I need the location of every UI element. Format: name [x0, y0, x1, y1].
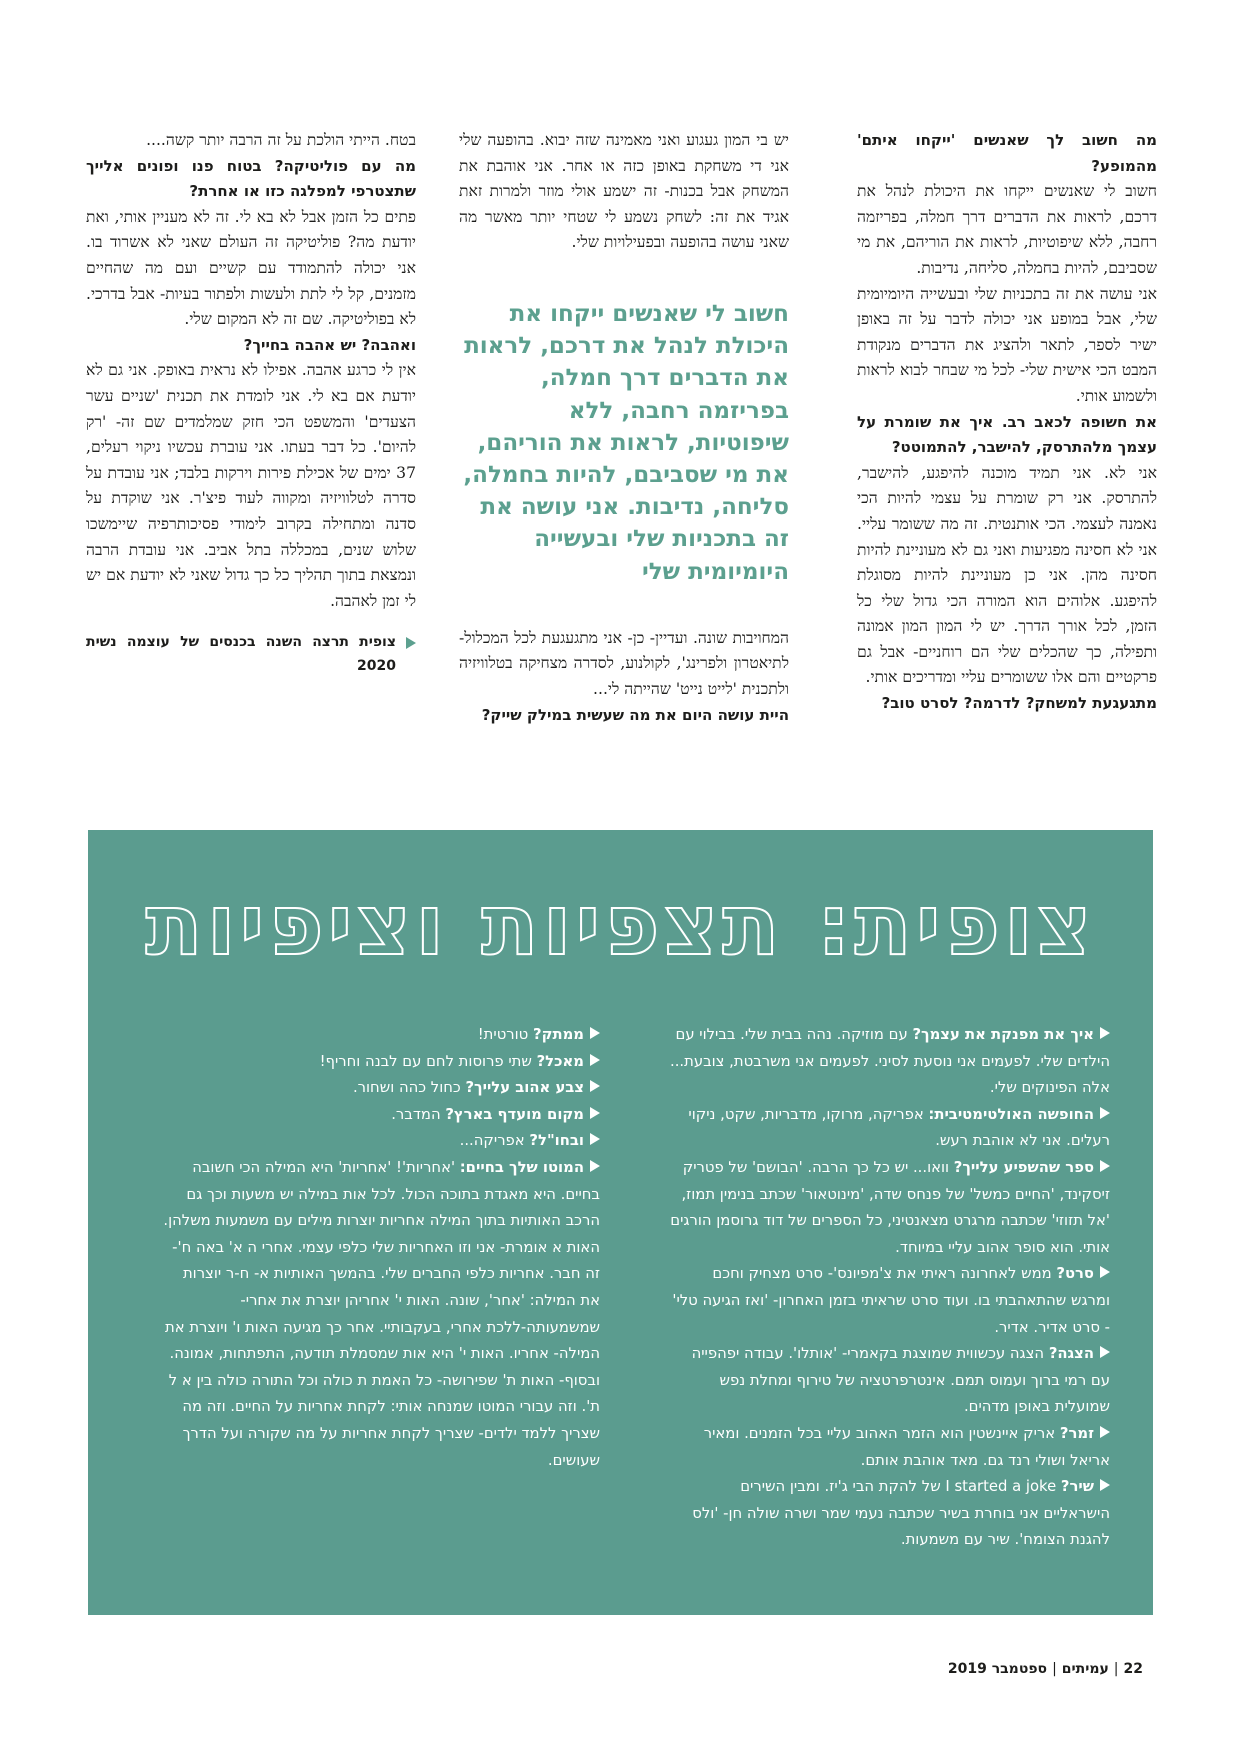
panel-item-question: צבע אהוב עלייך? — [465, 1079, 584, 1097]
triangle-bullet-icon — [1100, 1160, 1110, 1172]
panel-item — [670, 1102, 1110, 1155]
panel-item — [160, 1102, 600, 1129]
triangle-bullet-icon — [590, 1160, 600, 1172]
article-column-middle — [459, 128, 789, 728]
article-column-middle-top — [459, 128, 789, 256]
triangle-bullet-icon — [1100, 1107, 1110, 1119]
interview-question: ואהבה? יש אהבה בחייך? — [243, 335, 416, 354]
panel-item-question: שיר? — [1060, 1478, 1094, 1496]
interview-question: מתגעגעת למשחק? לדרמה? לסרט טוב? — [881, 694, 1157, 713]
panel-item — [670, 1155, 1110, 1261]
issue-date: ספטמבר 2019 — [947, 1661, 1048, 1677]
panel-item-answer: טורטית! — [477, 1026, 533, 1043]
panel-item — [160, 1128, 600, 1155]
panel-item-question: המוטו שלך בחיים: — [459, 1158, 584, 1176]
panel-item — [160, 1155, 600, 1474]
panel-item-answer: שתי פרוסות לחם עם לבנה וחריף! — [319, 1052, 537, 1070]
panel-item-question: סרט? — [1056, 1265, 1094, 1283]
panel-item-answer: I started a joke של להקת הבי ג'יז. ומבין השירים הישראליים אני בוחרת בשיר שכתבה נעמי שמר ושרה שולה חן- 'ולס להגנת הצומח'. שיר עם משמעות. — [692, 1478, 1110, 1549]
panel-item-answer: וואו... יש כל כך הרבה. 'הבושם' של פטריק זיסקינד, 'החיים כמשל' של פנחס שדה, 'מינוטאור' שכתב בנימין תמוז, 'אל תזוזי' שכתבה מרגרט מצאנטיני, כל הספרים של דוד גרוסמן הורגים אותי. הוא סופר אהוב עליי במיוחד. — [670, 1158, 1110, 1256]
interview-answer: אני לא. אני תמיד מוכנה להיפגע, להישבר, להתרסק. אני רק שומרת על עצמי להיות הכי נאמנה לעצמי. הכי אותנטית. זה מה ששומר עליי. אני לא חסינה מפגיעות ואני גם לא מעוניינת להיות חסינה מהן. אני כן מעוניינת להיות מסוגלת להיפגע. אלוהים הוא המורה הכי גדול שלי כל הזמן, לכל אורך הדרך. יש לי המון המון אמונה ותפילה, כך שהכלים שלי הם רוחניים- אבל גם פרקטיים והם אלו ששומרים עליי ומדריכים אותי. — [857, 463, 1157, 687]
sidebar-panel — [88, 830, 1153, 1615]
pull-quote: חשוב לי שאנשים ייקחו את היכולת לנהל את דרכם, לראות את הדברים דרך חמלה, בפריזמה רחבה, ללא שיפוטיות, לראות את הוריהם, את מי שסביבם, להיות בחמלה, סליחה, נדיבות. אני עושה את זה בתכניות שלי ובעשייה היומיומית שלי — [463, 300, 789, 585]
interview-answer: אני עושה את זה בתכניות שלי ובעשייה היומיומית שלי, אבל במופע אני יכולה לדבר על זה באופן ישיר לספר, לתאר ולהציג את הדברים מנקודת המבט הכי אישית שלי- לכל מי שבחר לבוא לראות ולשמוע אותי. — [857, 284, 1157, 405]
panel-item-question: איך את מפנקת את עצמך? — [912, 1026, 1094, 1043]
interview-answer: המחויבות שונה. ועדיין- כן- אני מתגעגעת לכל המכלול- לתיאטרון ולפרינג', לקולנוע, לסדרה מצחיקה בטלוויזיה ולתכנית 'לייט נייט' שהייתה לי... — [459, 628, 789, 698]
panel-item-question: ובחו"ל? — [529, 1132, 584, 1150]
interview-answer: פתים כל הזמן אבל לא בא לי. זה לא מעניין אותי, ואת יודעת מה? פוליטיקה זה העולם שאני לא אשרוד בו. אני יכולה להתמודד עם קשיים ועם מה שהחיים מזמנים, קל לי לתת ולעשות ולפתור בעיות- אבל בדרכי. לא בפוליטיקה. שם זה לא המקום שלי. — [86, 207, 416, 329]
interview-answer: אין לי כרגע אהבה. אפילו לא נראית באופק. אני גם לא יודעת אם בא לי. אני לומדת את תכנית 'שניים עשר הצעדים' והמשפט הכי חזק שמלמדים שם זה- 'רק להיום'. כל דבר בעתו. אני עוברת עכשיו ניקוי רעלים, 37 ימים של אכילת פירות וירקות בלבד; אני עובדת על סדרה לטלוויזיה ומקווה לעוד פיצ'ר. אני שוקדת על סדנה ומתחילה בקרוב לימודי פסיכותרפיה שיימשכו שלוש שנים, במכללה בתל אביב. אני עובדת הרבה ונמצאת בתוך תהליך כל כך גדול שאני לא יודעת אם יש לי זמן לאהבה. — [86, 361, 416, 610]
interview-answer: יש בי המון געגוע ואני מאמינה שזה יבוא. בהופעה שלי אני די משחקת באופן כזה או אחר. אני אוהבת את המשחק אבל בכנות- זה ישמע אולי מוזר ולמרות זאת אגיד את זה: לשחק נשמע לי שטחי יותר מאשר מה שאני עושה בהופעה ובפעילויות שלי. — [459, 131, 789, 252]
panel-item — [670, 1474, 1110, 1554]
panel-item-question: ספר שהשפיע עלייך? — [953, 1158, 1094, 1176]
interview-answer: בטח. הייתי הולכת על זה הרבה יותר קשה.... — [146, 131, 416, 149]
page-footer: 22|עמיתים|ספטמבר 2019 — [947, 1661, 1143, 1677]
interview-question: מה חשוב לך שאנשים 'ייקחו איתם' מהמופע? — [857, 131, 1157, 175]
panel-item — [670, 1261, 1110, 1341]
article-column-right — [857, 128, 1157, 717]
panel-item — [160, 1075, 600, 1102]
panel-item-answer: כחול כהה ושחור. — [352, 1079, 466, 1097]
panel-item-answer: המדבר. — [391, 1105, 446, 1123]
triangle-bullet-icon — [590, 1054, 600, 1066]
page-number: 22 — [1123, 1661, 1143, 1677]
triangle-bullet-icon — [590, 1133, 600, 1145]
panel-item-question: זמר? — [1059, 1424, 1094, 1442]
panel-title: צופית: תצפיות וציפיות — [145, 876, 1096, 974]
article-column-middle-bottom — [459, 626, 789, 728]
panel-item — [670, 1022, 1110, 1102]
event-credit-text: צופית תרצה השנה בכנסים של עוצמה נשית 2020 — [86, 634, 396, 675]
event-credit — [86, 630, 416, 678]
interview-question: מה עם פוליטיקה? בטוח פנו ופונים אלייך שתצטרפי למפלגה כזו או אחרת? — [86, 156, 416, 201]
article-column-left — [86, 128, 416, 678]
triangle-bullet-icon — [590, 1080, 600, 1092]
panel-item — [670, 1421, 1110, 1474]
panel-item-answer: הצגה עכשווית שמוצגת בקאמרי- 'אותלו'. עבודה יפהפייה עם רמי ברוך ועמוס תמם. אינטרפרטציה של טירוף ומחלת נפש שמועלית באופן מדהים. — [691, 1345, 1110, 1416]
panel-item-answer: ממש לאחרונה ראיתי את צ'מפיונס'- סרט מצחיק וחכם ומרגש שהתאהבתי בו. ועוד סרט שראיתי בזמן האחרון- 'ואז הגיעה טלי' - סרט אדיר. אדיר. — [672, 1265, 1110, 1336]
triangle-bullet-icon — [590, 1107, 600, 1119]
interview-question: היית עושה היום את מה שעשית במילק שייק? — [481, 705, 789, 724]
panel-item-question: ממתק? — [532, 1026, 584, 1043]
panel-column-left — [160, 1022, 600, 1474]
magazine-name: עמיתים — [1061, 1661, 1109, 1677]
panel-item — [670, 1341, 1110, 1421]
interview-question: את חשופה לכאב רב. איך את שומרת על עצמך מלהתרסק, להישבר, להתמוטט? — [857, 412, 1157, 457]
interview-answer: חשוב לי שאנשים ייקחו את היכולת לנהל את דרכם, לראות את הדברים דרך חמלה, בפריזמה רחבה, ללא שיפוטיות, לראות את הוריהם, את מי שסביבם, להיות בחמלה, סליחה, נדיבות. — [857, 182, 1157, 277]
triangle-bullet-icon — [1100, 1346, 1110, 1358]
triangle-bullet-icon — [406, 637, 416, 649]
panel-column-right — [670, 1022, 1110, 1554]
panel-item — [160, 1049, 600, 1076]
panel-item-answer: אפריקה, מרוקו, מדבריות, שקט, ניקוי רעלים. אני לא אוהבת רעש. — [688, 1105, 1110, 1150]
triangle-bullet-icon — [1100, 1479, 1110, 1491]
panel-item — [160, 1022, 600, 1049]
panel-item-answer: עם מוזיקה. נהה בבית שלי. בבילוי עם הילדים שלי. לפעמים אני נוסעת לסיני. לפעמים אני משרבטת, צובעת... אלה הפינוקים שלי. — [670, 1026, 1110, 1097]
triangle-bullet-icon — [1100, 1027, 1110, 1039]
article-column-left-body — [86, 128, 416, 614]
triangle-bullet-icon — [590, 1027, 600, 1039]
panel-item-question: מקום מועדף בארץ? — [445, 1105, 584, 1123]
panel-item-question: מאכל? — [536, 1052, 584, 1070]
panel-item-question: הצגה? — [1048, 1345, 1094, 1363]
panel-item-answer: 'אחריות'! 'אחריות' היא המילה הכי חשובה בחיים. היא מאגדת בתוכה הכול. לכל אות במילה יש משעות וכך גם הרכב האותיות בתוך המילה אחריות יוצרות מילים עם משמעות משלהן. האות א אומרת- אני וזו האחריות שלי כלפי עצמי. אחרי ה א' באה ח'- זה חבר. אחריות כלפי החברים שלי. בהמשך האותיות א- ח-ר יוצרות את המילה: 'אחר', שונה. האות י' אחריהן יוצרת את אחרי- שמשמעותה-ללכת אחרי, בעקבותיי. אחר כך מגיעה האות ו' ויוצרת את המילה- אחריו. האות י' היא אות שמסמלת תודעה, התפתחות, אמונה. ובסוף- האות ת' שפירושה- כל האמת ת כולה וכל התורה כולה בין א ל ת'. וזה עבורי המוטו שמנחה אותי: לקחת אחריות על החיים. וזה מה שצריך ללמד ילדים- שצריך לקחת אחריות על מה שקורה ועל הדרך שעושים. — [163, 1158, 600, 1469]
panel-item-answer: אפריקה... — [459, 1132, 530, 1150]
panel-item-question: החופשה האולטימטיבית: — [928, 1105, 1094, 1123]
triangle-bullet-icon — [1100, 1426, 1110, 1438]
triangle-bullet-icon — [1100, 1266, 1110, 1278]
panel-item-answer: אריק איינשטין הוא הזמר האהוב עליי בכל הזמנים. ומאיר אריאל ושולי רנד גם. מאד אוהבת אותם. — [703, 1424, 1110, 1469]
